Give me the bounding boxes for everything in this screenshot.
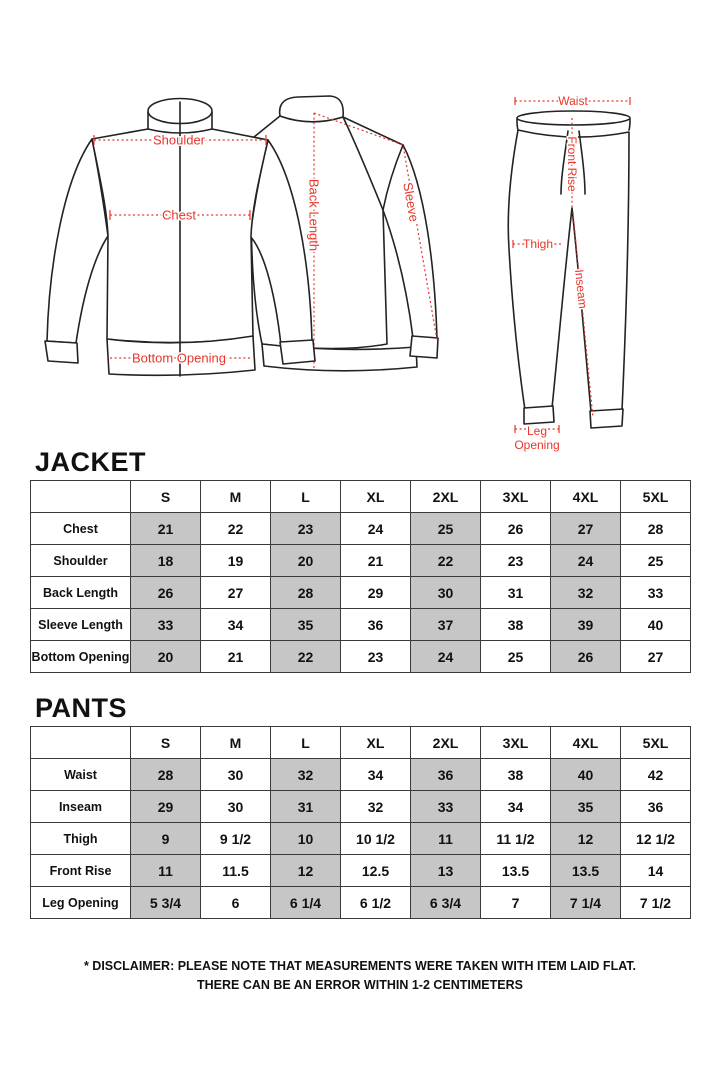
- measurement-cell: 28: [271, 577, 341, 609]
- row-label: Sleeve Length: [31, 609, 131, 641]
- disclaimer-line-1: * DISCLAIMER: PLEASE NOTE THAT MEASUREMENTS WERE TAKEN WITH ITEM LAID FLAT.: [83, 959, 637, 973]
- measurement-cell: 10 1/2: [341, 823, 411, 855]
- jacket-front-diagram: [38, 84, 318, 384]
- measurement-cell: 31: [481, 577, 551, 609]
- size-header-row: [31, 481, 691, 513]
- measurement-cell: 11: [131, 855, 201, 887]
- measurement-cell: 7 1/4: [551, 887, 621, 919]
- measurement-cell: 13.5: [551, 855, 621, 887]
- disclaimer-line-2: THERE CAN BE AN ERROR WITHIN 1-2 CENTIMETERS: [197, 977, 523, 992]
- measurement-cell: 27: [621, 641, 691, 673]
- measurement-cell: 13: [411, 855, 481, 887]
- measurement-cell: 11.5: [201, 855, 271, 887]
- inseam-measure-label: Inseam: [571, 268, 591, 310]
- measurement-cell: 26: [131, 577, 201, 609]
- size-column-header: 2XL: [411, 727, 481, 759]
- measurement-cell: 33: [621, 577, 691, 609]
- row-label: Waist: [31, 759, 131, 791]
- row-label: Chest: [31, 513, 131, 545]
- front-rise-measure-label: Front Rise: [565, 136, 579, 192]
- measurement-row: [31, 887, 691, 919]
- measurement-cell: 30: [411, 577, 481, 609]
- row-label: Thigh: [31, 823, 131, 855]
- measurement-cell: 36: [411, 759, 481, 791]
- row-label: Bottom Opening: [31, 641, 131, 673]
- measurement-row: [31, 641, 691, 673]
- size-column-header: XL: [341, 481, 411, 513]
- measurement-cell: 35: [551, 791, 621, 823]
- chest-measure-label: Chest: [162, 207, 196, 223]
- measurement-cell: 23: [271, 513, 341, 545]
- measurement-cell: 30: [201, 791, 271, 823]
- measurement-cell: 34: [481, 791, 551, 823]
- measurement-cell: 42: [621, 759, 691, 791]
- measurement-cell: 9: [131, 823, 201, 855]
- sleeve-measure-label: Sleeve: [400, 181, 422, 223]
- measurement-cell: 6 1/2: [341, 887, 411, 919]
- leg-opening-measure-label-line2: Opening: [514, 438, 560, 452]
- measurement-cell: 25: [411, 513, 481, 545]
- size-column-header: M: [201, 727, 271, 759]
- measurement-cell: 21: [131, 513, 201, 545]
- measurement-cell: 31: [271, 791, 341, 823]
- measurement-cell: 23: [481, 545, 551, 577]
- measurement-row: [31, 791, 691, 823]
- measurement-cell: 24: [551, 545, 621, 577]
- size-column-header: L: [271, 727, 341, 759]
- measurement-cell: 5 3/4: [131, 887, 201, 919]
- disclaimer: [0, 957, 720, 995]
- jacket-section-title: JACKET: [35, 447, 147, 477]
- jacket-size-table: [30, 480, 691, 673]
- measurement-row: [31, 577, 691, 609]
- measurement-cell: 12: [271, 855, 341, 887]
- measurement-cell: 11: [411, 823, 481, 855]
- measurement-cell: 33: [131, 609, 201, 641]
- row-label: Shoulder: [31, 545, 131, 577]
- measurement-cell: 34: [341, 759, 411, 791]
- pants-size-table: [30, 726, 691, 919]
- measurement-cell: 24: [341, 513, 411, 545]
- measurement-row: [31, 759, 691, 791]
- size-column-header: 4XL: [551, 481, 621, 513]
- measurement-cell: 20: [271, 545, 341, 577]
- measurement-cell: 36: [341, 609, 411, 641]
- measurement-cell: 14: [621, 855, 691, 887]
- size-column-header: 2XL: [411, 481, 481, 513]
- measurement-cell: 22: [411, 545, 481, 577]
- measurement-cell: 33: [411, 791, 481, 823]
- measurement-cell: 7 1/2: [621, 887, 691, 919]
- size-column-header: 3XL: [481, 481, 551, 513]
- measurement-cell: 23: [341, 641, 411, 673]
- measurement-cell: 38: [481, 609, 551, 641]
- measurement-cell: 10: [271, 823, 341, 855]
- measurement-cell: 6 3/4: [411, 887, 481, 919]
- measurement-cell: 25: [481, 641, 551, 673]
- measurement-cell: 26: [551, 641, 621, 673]
- measurement-cell: 28: [621, 513, 691, 545]
- size-column-header: 5XL: [621, 727, 691, 759]
- row-label: Back Length: [31, 577, 131, 609]
- measurement-row: [31, 823, 691, 855]
- measurement-row: [31, 545, 691, 577]
- measurement-cell: 20: [131, 641, 201, 673]
- size-column-header: 3XL: [481, 727, 551, 759]
- thigh-measure-label: Thigh: [522, 237, 554, 251]
- measurement-cell: 6: [201, 887, 271, 919]
- measurement-cell: 32: [341, 791, 411, 823]
- measurement-cell: 27: [201, 577, 271, 609]
- pants-section-title: PANTS: [35, 693, 128, 723]
- measurement-cell: 7: [481, 887, 551, 919]
- measurement-cell: 9 1/2: [201, 823, 271, 855]
- row-label: Inseam: [31, 791, 131, 823]
- measurement-diagram: [0, 0, 720, 452]
- row-label: Leg Opening: [31, 887, 131, 919]
- measurement-cell: 32: [551, 577, 621, 609]
- size-column-header: S: [131, 727, 201, 759]
- measurement-cell: 37: [411, 609, 481, 641]
- measurement-row: [31, 513, 691, 545]
- size-column-header: S: [131, 481, 201, 513]
- size-column-header: 5XL: [621, 481, 691, 513]
- corner-cell: [31, 481, 131, 513]
- size-header-row: [31, 727, 691, 759]
- measurement-cell: 39: [551, 609, 621, 641]
- measurement-cell: 34: [201, 609, 271, 641]
- measurement-cell: 26: [481, 513, 551, 545]
- pants-diagram: [495, 84, 670, 454]
- row-label: Front Rise: [31, 855, 131, 887]
- measurement-cell: 18: [131, 545, 201, 577]
- leg-opening-measure-label-line1: Leg: [526, 424, 548, 438]
- measurement-cell: 21: [201, 641, 271, 673]
- measurement-cell: 38: [481, 759, 551, 791]
- measurement-cell: 6 1/4: [271, 887, 341, 919]
- measurement-cell: 21: [341, 545, 411, 577]
- measurement-cell: 12 1/2: [621, 823, 691, 855]
- measurement-cell: 22: [201, 513, 271, 545]
- measurement-cell: 13.5: [481, 855, 551, 887]
- measurement-cell: 40: [551, 759, 621, 791]
- measurement-cell: 27: [551, 513, 621, 545]
- measurement-cell: 35: [271, 609, 341, 641]
- measurement-cell: 29: [341, 577, 411, 609]
- measurement-cell: 12.5: [341, 855, 411, 887]
- measurement-cell: 28: [131, 759, 201, 791]
- measurement-cell: 40: [621, 609, 691, 641]
- shoulder-measure-label: Shoulder: [152, 132, 206, 148]
- measurement-cell: 29: [131, 791, 201, 823]
- corner-cell: [31, 727, 131, 759]
- measurement-cell: 24: [411, 641, 481, 673]
- measurement-cell: 22: [271, 641, 341, 673]
- measurement-cell: 30: [201, 759, 271, 791]
- measurement-cell: 25: [621, 545, 691, 577]
- measurement-cell: 32: [271, 759, 341, 791]
- measurement-row: [31, 609, 691, 641]
- measurement-cell: 11 1/2: [481, 823, 551, 855]
- size-column-header: L: [271, 481, 341, 513]
- measurement-cell: 36: [621, 791, 691, 823]
- back-length-measure-label: Back Length: [306, 178, 322, 252]
- measurement-row: [31, 855, 691, 887]
- size-column-header: M: [201, 481, 271, 513]
- size-column-header: 4XL: [551, 727, 621, 759]
- bottom-opening-measure-label: Bottom Opening: [132, 350, 226, 366]
- measurement-cell: 12: [551, 823, 621, 855]
- measurement-cell: 19: [201, 545, 271, 577]
- waist-measure-label: Waist: [558, 94, 588, 108]
- size-column-header: XL: [341, 727, 411, 759]
